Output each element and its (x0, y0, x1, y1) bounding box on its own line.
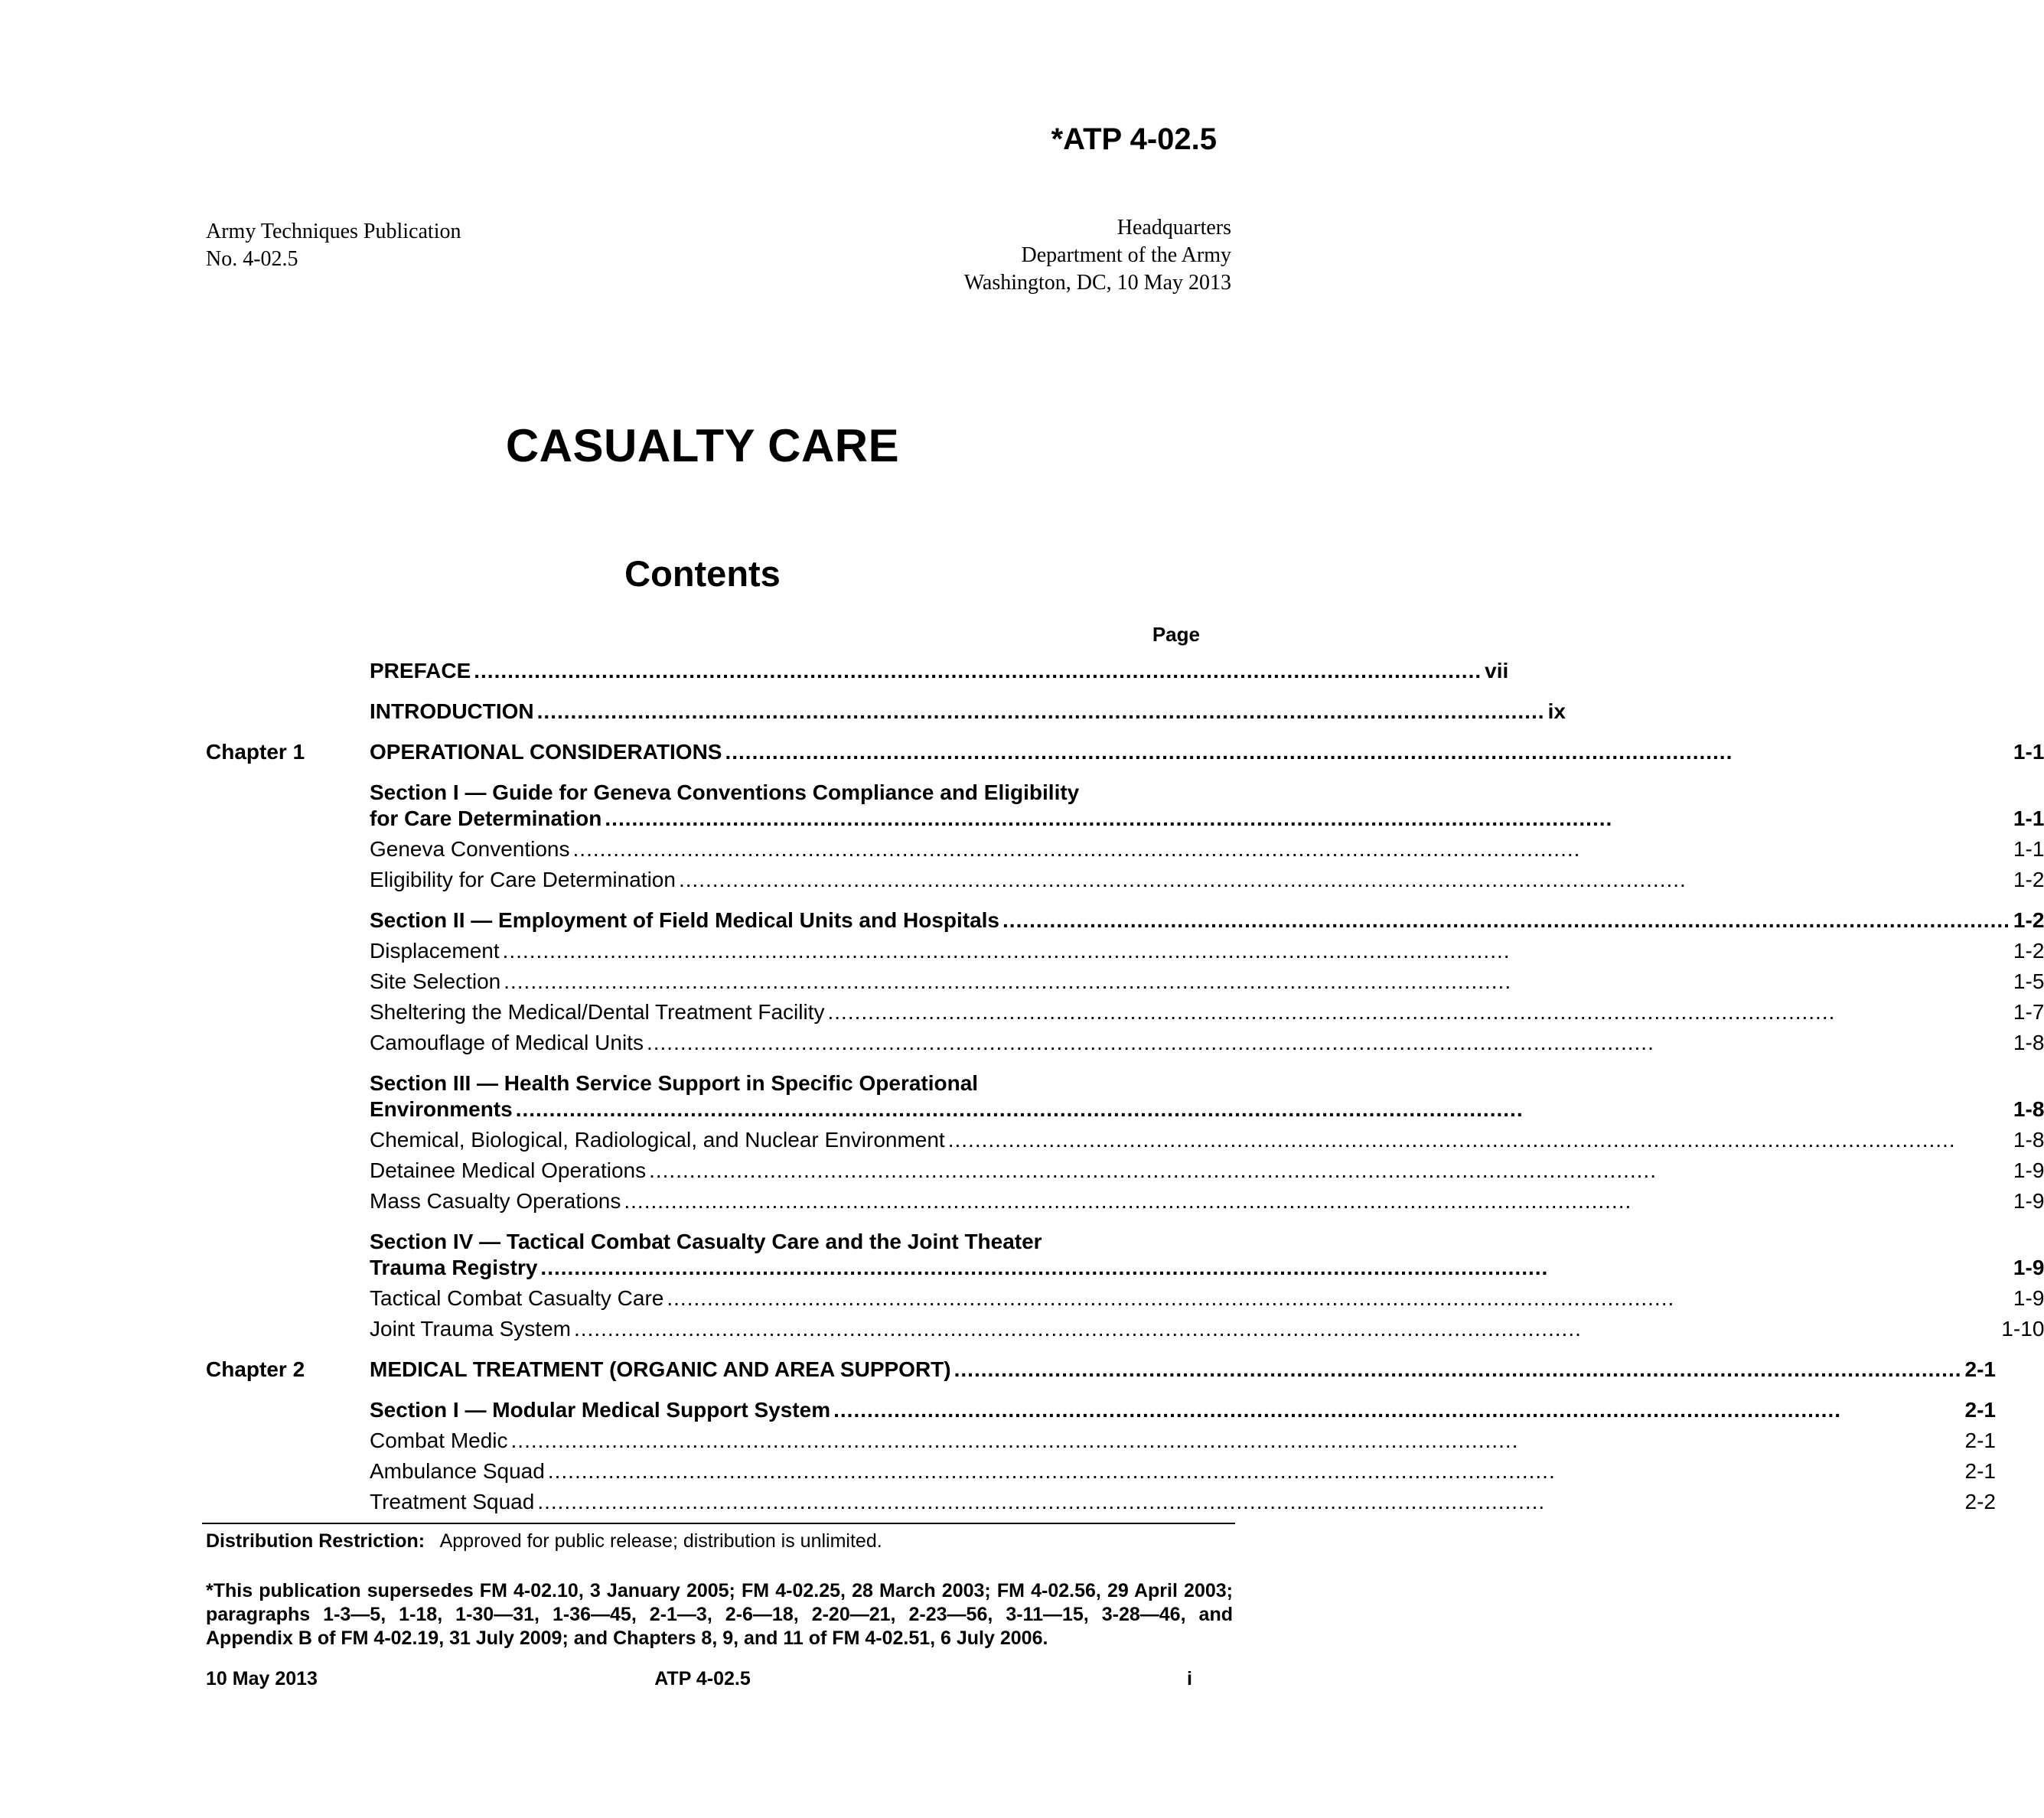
toc-item-title: Tactical Combat Casualty Care (370, 1286, 664, 1310)
toc-entry-title: MEDICAL TREATMENT (ORGANIC AND AREA SUPPORT) (370, 1357, 951, 1381)
toc-section-title: Trauma Registry (370, 1256, 538, 1279)
leader-dots: ...................................................................................................................................................... (547, 1459, 1556, 1483)
leader-dots: ...................................................................................................................................................... (725, 740, 1733, 764)
toc-section-2-1 (370, 1397, 1996, 1515)
toc-section-entry[interactable] (370, 907, 2044, 933)
table-of-contents (206, 658, 2044, 1515)
toc-entry-page: 1-1 (2013, 806, 2044, 830)
toc-section-title-line1[interactable]: Section IV — Tactical Combat Casualty Care and the Joint Theater (370, 1230, 1042, 1253)
document-id: *ATP 4-02.5 (1051, 122, 1217, 156)
leader-dots: ...................................................................................................................................................... (510, 1429, 1519, 1452)
toc-item-page: 1-1 (2013, 837, 2044, 861)
leader-dots: ...................................................................................................................................................... (827, 1000, 1836, 1024)
toc-section-entry[interactable] (370, 806, 2044, 832)
footnote-divider (202, 1523, 1235, 1524)
toc-item[interactable] (370, 1127, 2044, 1153)
leader-dots: ...................................................................................................................................................... (537, 1490, 1546, 1513)
toc-item-page: 1-9 (2013, 1158, 2044, 1182)
leader-dots: ...................................................................................................................................................... (536, 699, 1545, 723)
toc-section-title-line1[interactable]: Section III — Health Service Support in Specific Operational (370, 1071, 979, 1095)
toc-item-title: Ambulance Squad (370, 1459, 545, 1483)
publication-type: Army Techniques Publication (206, 220, 461, 243)
toc-item-title: Combat Medic (370, 1429, 508, 1452)
toc-item-title: Detainee Medical Operations (370, 1158, 647, 1182)
page-column-label: Page (1152, 623, 1200, 646)
leader-dots: ...................................................................................................................................................... (572, 837, 1581, 861)
leader-dots: ...................................................................................................................................................... (624, 1189, 1632, 1213)
leader-dots: ...................................................................................................................................................... (667, 1286, 1675, 1310)
toc-entry-page: 1-9 (2013, 1256, 2044, 1279)
leader-dots: ...................................................................................................................................................... (678, 868, 1687, 891)
toc-section-1-2 (370, 907, 2044, 1056)
leader-dots: ...................................................................................................................................................... (515, 1097, 1524, 1121)
publication-number: No. 4-02.5 (206, 247, 298, 271)
toc-item[interactable] (370, 1428, 1996, 1454)
toc-item-page: 2-1 (1964, 1429, 1996, 1452)
toc-item-title: Sheltering the Medical/Dental Treatment Facility (370, 1000, 825, 1024)
toc-item-page: 1-9 (2013, 1286, 2044, 1310)
toc-entry-page: 2-1 (1964, 1398, 1996, 1422)
toc-item[interactable] (370, 867, 2044, 893)
supersedes-note: *This publication supersedes FM 4-02.10, 3 January 2005; FM 4-02.25, 28 March 2003; FM 4-02.56, 29 April 2003; paragraphs 1-3—5, 1-18, 1-30—31, 1-36—45, 2-1—3, 2-6—18, 2-20—21, 2-23—56, 3-11—15, 3-28—46, and Appendix B of FM 4-02.19, 31 July 2009; and Chapters 8, 9, and 11 of FM 4-02.51, 6 July 2006. (206, 1580, 1233, 1649)
toc-item[interactable] (370, 938, 2044, 964)
toc-item-page: 1-2 (2013, 939, 2044, 963)
toc-item-title: Joint Trauma System (370, 1317, 571, 1341)
toc-section-entry[interactable] (370, 1096, 2044, 1122)
toc-entry-title: OPERATIONAL CONSIDERATIONS (370, 740, 722, 764)
toc-entry-chapter-1[interactable] (370, 739, 2044, 765)
toc-item-title: Chemical, Biological, Radiological, and Nuclear Environment (370, 1128, 945, 1152)
toc-item-page: 2-1 (1964, 1459, 1996, 1483)
leader-dots: ...................................................................................................................................................... (947, 1128, 1956, 1152)
distribution-restriction (206, 1530, 882, 1552)
toc-item-title: Displacement (370, 939, 500, 963)
chapter-label: Chapter 1 (206, 740, 305, 764)
toc-row-chapter-2 (206, 1357, 1996, 1515)
issuing-authority (964, 214, 1231, 297)
toc-section-title: Section II — Employment of Field Medical Units and Hospitals (370, 908, 1000, 932)
toc-item-title: Mass Casualty Operations (370, 1189, 621, 1213)
leader-dots: ...................................................................................................................................................... (833, 1398, 1842, 1422)
leader-dots: ...................................................................................................................................................... (474, 659, 1482, 683)
leader-dots: ...................................................................................................................................................... (502, 939, 1511, 963)
toc-section-title: Environments (370, 1097, 513, 1121)
toc-item-title: Eligibility for Care Determination (370, 868, 676, 891)
toc-entry-page: 2-1 (1964, 1357, 1996, 1381)
toc-entry-page: 1-8 (2013, 1097, 2044, 1121)
toc-item[interactable] (370, 999, 2044, 1025)
toc-entry-page: ix (1547, 699, 1566, 723)
document-title: CASUALTY CARE (505, 420, 900, 471)
toc-row-chapter-1 (206, 739, 2044, 1342)
toc-entry-chapter-2[interactable] (370, 1357, 1996, 1383)
toc-section-title: Section I — Modular Medical Support System (370, 1398, 831, 1422)
toc-item-page: 1-2 (2013, 868, 2044, 891)
toc-item[interactable] (370, 1458, 1996, 1484)
toc-entry-title: PREFACE (370, 659, 471, 683)
toc-section-1-1 (370, 780, 2044, 893)
distribution-label: Distribution Restriction: (206, 1530, 425, 1552)
toc-entry-title: INTRODUCTION (370, 699, 534, 723)
toc-item[interactable] (370, 1158, 2044, 1184)
toc-entry-preface[interactable] (370, 658, 1508, 684)
toc-section-entry[interactable] (370, 1255, 2044, 1281)
leader-dots: ...................................................................................................................................................... (540, 1256, 1549, 1279)
headquarters-label: Headquarters (1117, 216, 1231, 239)
toc-section-entry[interactable] (370, 1397, 1996, 1423)
leader-dots: ...................................................................................................................................................... (605, 806, 1613, 830)
footer-date: 10 May 2013 (206, 1668, 318, 1689)
leader-dots: ...................................................................................................................................................... (954, 1357, 1962, 1381)
toc-entry-page: vii (1485, 659, 1509, 683)
leader-dots: ...................................................................................................................................................... (504, 969, 1512, 993)
toc-item[interactable] (370, 969, 2044, 995)
location-date: Washington, DC, 10 May 2013 (963, 271, 1231, 295)
toc-item[interactable] (370, 1316, 2044, 1342)
toc-row-preface (206, 658, 1509, 684)
toc-item-page: 1-5 (2013, 969, 2044, 993)
leader-dots: ...................................................................................................................................................... (1002, 908, 2010, 932)
toc-item-page: 1-8 (2013, 1031, 2044, 1054)
toc-item-title: Site Selection (370, 969, 501, 993)
toc-item-title: Camouflage of Medical Units (370, 1031, 644, 1054)
toc-item-title: Treatment Squad (370, 1490, 535, 1513)
distribution-text: Approved for public release; distribution is unlimited. (439, 1530, 882, 1552)
leader-dots: ...................................................................................................................................................... (573, 1317, 1582, 1341)
toc-entry-page: 1-1 (2013, 740, 2044, 764)
footer-document-id: ATP 4-02.5 (654, 1668, 751, 1689)
toc-item[interactable] (370, 1489, 1996, 1515)
toc-section-title: for Care Determination (370, 806, 602, 830)
toc-item-page: 2-2 (1964, 1490, 1996, 1513)
toc-entry-introduction[interactable] (370, 699, 1566, 725)
publication-info (206, 218, 461, 273)
toc-item-title: Geneva Conventions (370, 837, 570, 861)
toc-item[interactable] (370, 836, 2044, 862)
toc-section-1-3 (370, 1070, 2044, 1214)
toc-item-page: 1-8 (2013, 1128, 2044, 1152)
toc-item[interactable] (370, 1188, 2044, 1214)
toc-entry-page: 1-2 (2013, 908, 2044, 932)
leader-dots: ...................................................................................................................................................... (646, 1031, 1654, 1054)
toc-row-introduction (206, 699, 1566, 725)
contents-heading: Contents (624, 553, 781, 594)
toc-item-page: 1-10 (2001, 1317, 2044, 1341)
toc-section-1-4 (370, 1229, 2044, 1342)
leader-dots: ...................................................................................................................................................... (649, 1158, 1657, 1182)
department-label: Department of the Army (1021, 243, 1231, 267)
toc-item-page: 1-9 (2013, 1189, 2044, 1213)
toc-item[interactable] (370, 1285, 2044, 1311)
footer-page-number: i (1187, 1668, 1192, 1689)
toc-item[interactable] (370, 1030, 2044, 1056)
toc-section-title-line1[interactable]: Section I — Guide for Geneva Conventions Compliance and Eligibility (370, 780, 1080, 804)
chapter-label: Chapter 2 (206, 1357, 305, 1381)
toc-item-page: 1-7 (2013, 1000, 2044, 1024)
